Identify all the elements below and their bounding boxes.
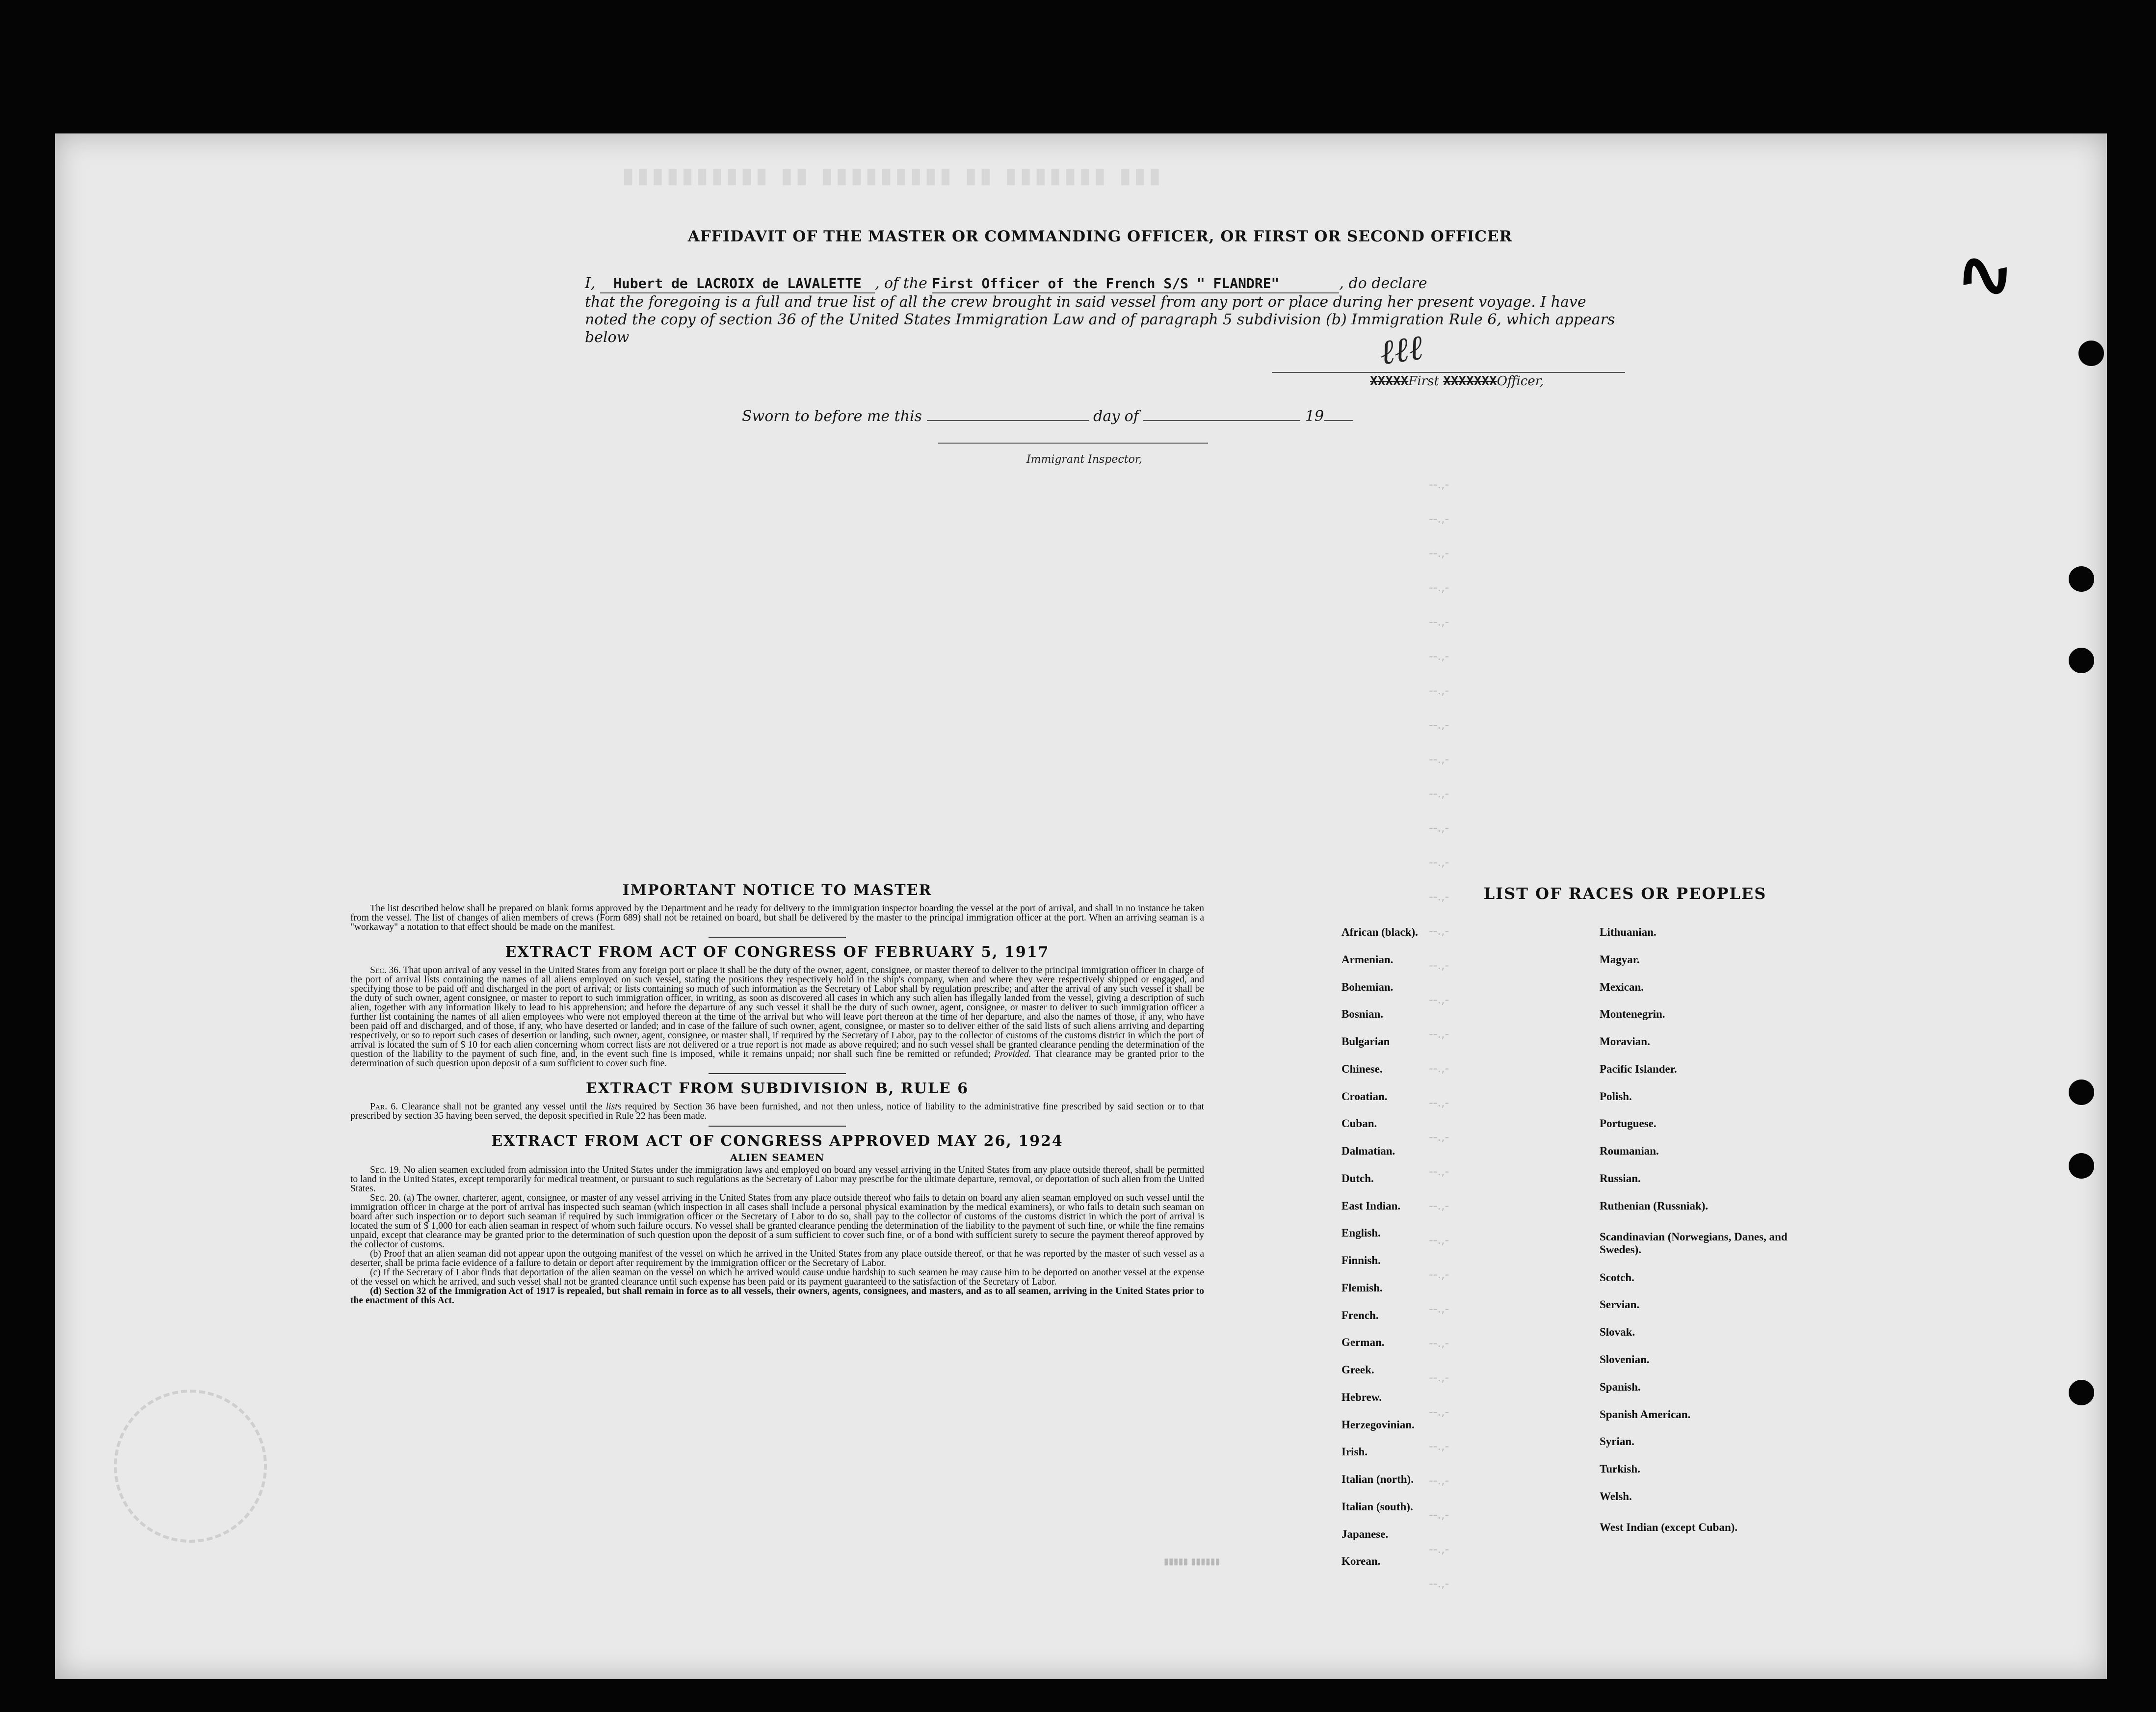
race-right-5: Pacific Islander. bbox=[1600, 1063, 1677, 1075]
race-right-16: Spanish. bbox=[1600, 1381, 1641, 1393]
punch-hole bbox=[2069, 648, 2094, 673]
officer-name: Hubert de LACROIX de LAVALETTE bbox=[600, 275, 875, 293]
declaration-text: that the foregoing is a full and true list of all the crew brought in said vessel from any port or place during her present voyage. I have noted the copy of section 36 of the United States Immigration Law and of paragraph 5 subdivision (b) Immigration Rule 6, which appears below bbox=[585, 293, 1615, 346]
act-1924-sec20b: (b) Proof that an alien seaman did not appear upon the outgoing manifest of the vessel on which he arrived in the United States from any place outside thereof, or that he was reported by the master of such vessel as a deserter, shall be prima facie evidence of a failure to detain or deport after requirement by the immigration officer or the Secretary of Labor. bbox=[350, 1249, 1204, 1268]
race-left-2: Bohemian. bbox=[1341, 981, 1394, 993]
race-left-23: Korean. bbox=[1341, 1555, 1381, 1567]
race-right-4: Moravian. bbox=[1600, 1035, 1650, 1048]
race-left-10: East Indian. bbox=[1341, 1200, 1401, 1212]
act-1924-sec20c: (c) If the Secretary of Labor finds that deportation of the alien seaman on the vessel on which he arrived would cause undue hardship to such seamen he may cause him to be deported on another vessel at the expense of the vessel on which he arrived, and such vessel shall not be granted clearance until such expense has been paid or its payment guaranteed to the satisfaction of the Secretary of Labor. bbox=[350, 1267, 1204, 1287]
race-left-3: Bosnian. bbox=[1341, 1008, 1384, 1020]
officer-first: First bbox=[1408, 374, 1439, 389]
race-left-15: German. bbox=[1341, 1336, 1385, 1348]
race-right-9: Russian. bbox=[1600, 1172, 1641, 1185]
sworn-year: 19 bbox=[1305, 408, 1324, 425]
race-right-3: Montenegrin. bbox=[1600, 1008, 1665, 1020]
sworn-year-blank bbox=[1324, 407, 1353, 421]
sec20-label: Sec. 20. bbox=[370, 1193, 401, 1203]
race-right-17: Spanish American. bbox=[1600, 1408, 1691, 1421]
race-right-1: Magyar. bbox=[1600, 953, 1640, 966]
rule-6-lists: lists bbox=[605, 1102, 622, 1112]
race-left-21: Italian (south). bbox=[1341, 1501, 1413, 1513]
race-right-10: Ruthenian (Russniak). bbox=[1600, 1200, 1709, 1212]
officer-struck-2: XXXXXXX bbox=[1443, 374, 1497, 389]
act-1924-sec20a bbox=[350, 1193, 1204, 1249]
race-right-2: Mexican. bbox=[1600, 981, 1644, 993]
race-right-0: Lithuanian. bbox=[1600, 926, 1656, 938]
race-left-16: Greek. bbox=[1341, 1364, 1374, 1376]
officer-suffix: Officer, bbox=[1497, 374, 1544, 389]
race-right-21: West Indian (except Cuban). bbox=[1600, 1521, 1738, 1533]
punch-hole bbox=[2069, 1153, 2094, 1179]
race-left-18: Herzegovinian. bbox=[1341, 1419, 1415, 1431]
race-left-0: African (black). bbox=[1341, 926, 1418, 938]
race-left-5: Chinese. bbox=[1341, 1063, 1383, 1075]
sworn-day-of: day of bbox=[1093, 408, 1139, 425]
race-left-9: Dutch. bbox=[1341, 1172, 1374, 1185]
sworn-line bbox=[742, 407, 1353, 425]
sec19-text: No alien seamen excluded from admission into the United States under the immigration laws and employed on board any vessel arriving in the United States from any place outside thereof, shall be permitted to land in the United States, except temporarily for medical treatment, or pursuant to such regulations as the Secretary of Labor may prescribe for the ultimate departure, removal, or deportation of such alien from the United States. bbox=[350, 1165, 1204, 1194]
races-title: LIST OF RACES OR PEOPLES bbox=[1483, 884, 1767, 903]
rule-6-text bbox=[350, 1102, 1204, 1121]
rule-6-par-label: Par. 6. bbox=[370, 1102, 398, 1112]
divider bbox=[709, 1126, 846, 1127]
sworn-day-blank bbox=[927, 407, 1089, 421]
act-1917-sec-label: Sec. 36. bbox=[370, 965, 401, 975]
sworn-text: Sworn to before me this bbox=[742, 408, 922, 425]
race-left-7: Cuban. bbox=[1341, 1117, 1377, 1130]
race-right-6: Polish. bbox=[1600, 1090, 1632, 1103]
punch-hole bbox=[2069, 566, 2094, 592]
rule-6-body-a: Clearance shall not be granted any vessel until the bbox=[401, 1102, 603, 1112]
punch-hole bbox=[2069, 1380, 2094, 1405]
race-right-14: Slovak. bbox=[1600, 1326, 1635, 1338]
notice-column bbox=[350, 882, 1204, 1305]
officer-struck-1: XXXXX bbox=[1370, 374, 1409, 389]
act-1917-provided: Provided. bbox=[994, 1049, 1031, 1059]
race-left-19: Irish. bbox=[1341, 1446, 1368, 1458]
inspector-signature-line bbox=[938, 443, 1208, 444]
declaration-lead: , do declare bbox=[1339, 275, 1427, 292]
divider bbox=[709, 1073, 846, 1074]
notice-title: IMPORTANT NOTICE TO MASTER bbox=[622, 882, 932, 899]
race-right-13: Servian. bbox=[1600, 1298, 1640, 1311]
bleed-through-table: --.,- --.,- --.,- --.,- --.,- --.,- --.,- --.,- --.,- --.,- --.,- --.,- --.,- --.,- --.,- --.,- --.,- --.,- --.,- --.,- --.,- --.,- --.,- --.,- --.,- --.,- --.,- --.,- --.,- --.,- --.,- --.,- --.,- bbox=[1429, 477, 1449, 1590]
sec20-a-text: (a) The owner, charterer, agent, consignee, or master of any vessel arriving in the United States from any place outside thereof who fails to detain on board any alien seaman employed on such vessel until the immigration officer in charge at the port of arrival has inspected such seaman (which inspection in all cases shall include a personal physical examination by the medical examiners), or who fails to detain such seaman on board after such inspection or to deport such seaman if required by such immigration officer or the Secretary of Labor to do so, shall pay to the collector of customs of the customs district in which the port of arrival is located the sum of $ 1,000 for each alien seaman in respect of whom such failure occurs. No vessel shall be granted clearance pending the determination of the liability to the payment of such fine, or while the fine remains unpaid, except that clearance may be granted prior to the determination of such question upon the deposit of a sum sufficient to cover such fine, or of a bond with sufficient surety to secure the payment thereof approved by the collector of customs. bbox=[350, 1193, 1204, 1250]
race-left-14: French. bbox=[1341, 1309, 1379, 1321]
race-left-17: Hebrew. bbox=[1341, 1391, 1382, 1403]
rule-6-title: EXTRACT FROM SUBDIVISION B, RULE 6 bbox=[585, 1080, 969, 1097]
race-right-18: Syrian. bbox=[1600, 1435, 1634, 1448]
act-1924-subtitle: ALIEN SEAMEN bbox=[730, 1152, 825, 1163]
act-1917-title: EXTRACT FROM ACT OF CONGRESS OF FEBRUARY 5, 1917 bbox=[505, 944, 1050, 961]
act-1924-title: EXTRACT FROM ACT OF CONGRESS APPROVED MAY 26, 1924 bbox=[491, 1133, 1063, 1150]
race-right-7: Portuguese. bbox=[1600, 1117, 1656, 1130]
race-right-12: Scotch. bbox=[1600, 1271, 1634, 1284]
race-right-11: Scandinavian (Norwegians, Danes, and Swedes). bbox=[1600, 1231, 1788, 1256]
race-left-12: Finnish. bbox=[1341, 1254, 1381, 1266]
signature-mark: ℓℓℓ bbox=[1377, 327, 1425, 373]
document-page bbox=[55, 133, 2107, 1679]
race-left-13: Flemish. bbox=[1341, 1282, 1383, 1294]
declaration-i: I, bbox=[585, 275, 596, 292]
act-1924-sec20d: (d) Section 32 of the Immigration Act of 1917 is repealed, but shall remain in force as to all vessels, their owners, agents, consignees, and masters, and as to all seamen, arriving in the United States prior to the enactment of this Act. bbox=[350, 1286, 1204, 1306]
race-left-22: Japanese. bbox=[1341, 1528, 1389, 1540]
handwritten-mark: ∿ bbox=[1946, 226, 2024, 323]
race-right-15: Slovenian. bbox=[1600, 1353, 1650, 1366]
officer-title-line bbox=[1370, 374, 1544, 389]
race-left-1: Armenian. bbox=[1341, 953, 1394, 966]
rule-6-body-b: required by Section 36 have been furnished, and not then unless, notice of liability to the administrative fine prescribed by said section or to that prescribed by section 35 having been served, the deposit specified in Rule 22 has been made. bbox=[350, 1102, 1205, 1121]
race-left-4: Bulgarian bbox=[1341, 1035, 1390, 1048]
race-left-11: English. bbox=[1341, 1227, 1381, 1239]
act-1924-sec19 bbox=[350, 1165, 1204, 1193]
race-right-8: Roumanian. bbox=[1600, 1145, 1659, 1157]
act-1917-text bbox=[350, 966, 1204, 1068]
officer-rank-vessel: First Officer of the French S/S " FLANDRE" bbox=[932, 275, 1339, 293]
faint-seal-mark bbox=[114, 1390, 267, 1543]
act-1917-body: That upon arrival of any vessel in the United States from any foreign port or place it shall be the duty of the owner, agent, consignee, or master thereof to deliver to the principal immigration officer in charge of the port of arrival lists containing the names of all aliens employed on such vessel, stating the positions they respectively hold in the ship's company, when and where they were respectively shipped or engaged, and specifying those to be paid off and discharged in the port of arrival; or lists containing so much of such information as the Secretary of Labor shall by regulation prescribe; and after the arrival of any such vessel it shall be the duty of such owner, agent consignee, or master to report to such immigration officer, in writing, as soon as discovered all cases in which any such alien has illegally landed from the vessel, giving a description of such alien, together with any information likely to lead to his apprehension; and before the departure of any such vessel it shall be the duty of such owner, agent, consignee, or master to deliver to such immigration officer a further list containing the names of all alien employees who were not employed thereon at the time of the arrival but who will leave port thereon at the time of her departure, and also the names of those, if any, who have been paid off and discharged, and of those, if any, who have deserted or landed; and in case of the failure of such owner, agent, consignee, or master so to deliver either of the said lists of such aliens arriving and departing respectively, or so to report such cases of desertion or landing, such owner, agent, consignee, or master shall, if required by the Secretary of Labor, pay to the collector of customs of the customs district in which the port of arrival is located the sum of $ 10 for each alien concerning whom correct lists are not delivered or a true report is not made as above required; and no such vessel shall be granted clearance pending the determination of the question of the liability to the payment of such fine, and, in the event such fine is imposed, while it remains unpaid; nor shall such fine be remitted or refunded; bbox=[350, 965, 1204, 1059]
inspector-label: Immigrant Inspector, bbox=[1026, 453, 1142, 466]
act-1917-body-end: That clearance may be granted prior to the determination of such question upon deposit of a sum sufficient to cover such fine. bbox=[350, 1049, 1205, 1069]
race-left-20: Italian (north). bbox=[1341, 1473, 1414, 1485]
signature-line bbox=[1272, 372, 1625, 373]
affidavit-title: AFFIDAVIT OF THE MASTER OR COMMANDING OFFICER, OR FIRST OR SECOND OFFICER bbox=[687, 228, 1513, 245]
sworn-month-blank bbox=[1143, 407, 1300, 421]
punch-hole bbox=[2069, 1080, 2094, 1105]
race-right-19: Turkish. bbox=[1600, 1463, 1640, 1475]
divider bbox=[709, 937, 846, 938]
sec19-label: Sec. 19. bbox=[370, 1165, 401, 1175]
faint-bottom-stamp: ▮▮▮▮▮ ▮▮▮▮▮▮ bbox=[1164, 1556, 1220, 1567]
race-right-20: Welsh. bbox=[1600, 1490, 1632, 1502]
race-left-8: Dalmatian. bbox=[1341, 1145, 1395, 1157]
bleed-through-header: ▮▮▮ ▮▮▮▮▮▮▮ ▮▮ ▮▮▮▮▮▮▮▮▮ ▮▮ ▮▮▮▮▮▮▮▮▮▮ bbox=[619, 163, 1161, 188]
affidavit-declaration bbox=[585, 275, 1625, 346]
punch-hole bbox=[2078, 341, 2104, 366]
race-left-6: Croatian. bbox=[1341, 1090, 1388, 1103]
notice-text: The list described below shall be prepared on blank forms approved by the Department and be ready for delivery to the immigration inspector boarding the vessel at the port of arrival, and shall in no instance be taken from the vessel. The list of changes of alien members of crews (Form 689) shall not be retained on board, but shall be delivered by the master to the principal immigration officer at the port. When an arriving seaman is a "workaway" a notation to that effect should be made on the manifest. bbox=[350, 903, 1204, 932]
declaration-of-the: , of the bbox=[874, 275, 927, 292]
